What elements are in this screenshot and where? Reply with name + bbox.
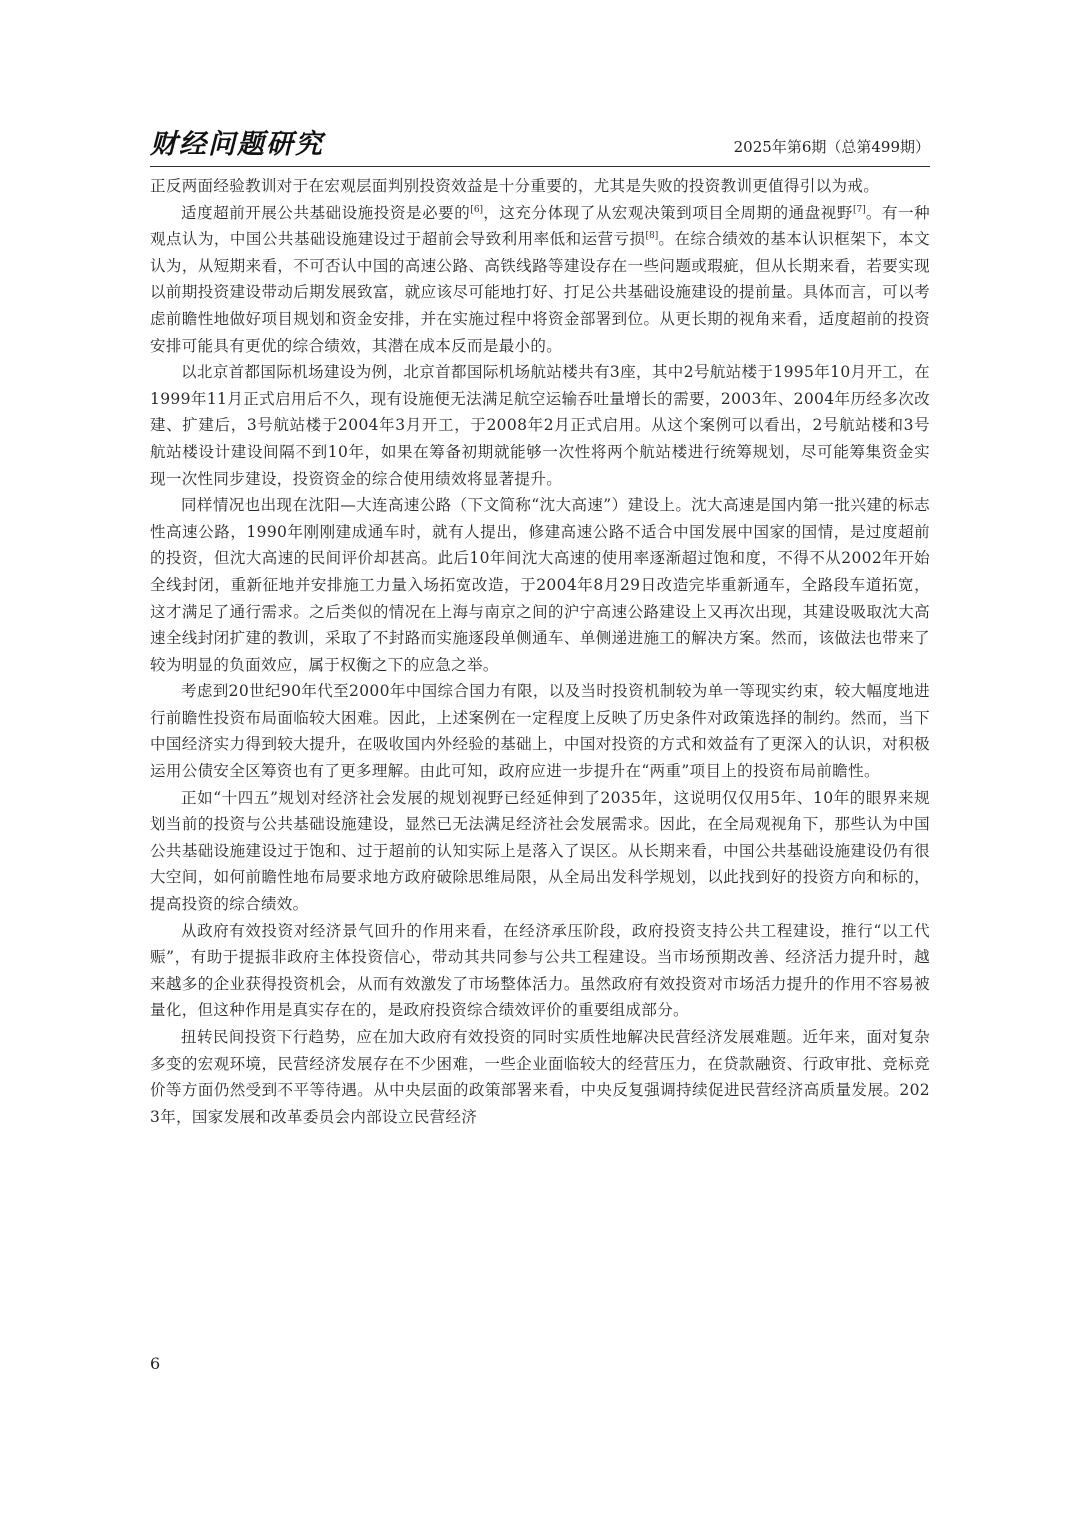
paragraph: 以北京首都国际机场建设为例，北京首都国际机场航站楼共有3座，其中2号航站楼于1995年10月开工，在1999年11月正式启用后不久，现有设施便无法满足航空运输吞吐量增长的需要，2003年、2004年历经多次改建、扩建后，3号航站楼于2004年3月开工，于2008年2月正式启用。从这个案例可以看出，2号航站楼和3号航站楼设计建设间隔不到10年，如果在筹备初期就能够一次性将两个航站楼进行统筹规划，尽可能筹集资金实现一次性同步建设，投资资金的综合使用绩效将显著提升。 bbox=[150, 363, 930, 488]
issue-info: 2025年第6期（总第499期） bbox=[733, 138, 930, 156]
text-segment: ，这充分体现了从宏观决策到项目全周期的通盘视野 bbox=[483, 203, 853, 222]
running-header bbox=[150, 128, 930, 164]
paragraph: 正如“十四五”规划对经济社会发展的规划视野已经延伸到了2035年，这说明仅仅用5年、10年的眼界来规划当前的投资与公共基础设施建设，显然已无法满足经济社会发展需求。因此，在全局观视角下，那些认为中国公共基础设施建设过于饱和、过于超前的认知实际上是落入了误区。从长期来看，中国公共基础设施建设仍有很大空间，如何前瞻性地布局要求地方政府破除思维局限，从全局出发科学规划，以此找到好的投资方向和标的，提高投资的综合绩效。 bbox=[150, 788, 930, 914]
paragraph: 考虑到20世纪90年代至2000年中国综合国力有限，以及当时投资机制较为单一等现实约束，较大幅度地进行前瞻性投资布局面临较大困难。因此，上述案例在一定程度上反映了历史条件对政策选择的制约。然而，当下中国经济实力得到较大提升，在吸收国内外经验的基础上，中国对投资的方式和效益有了更深入的认识，对积极运用公债安全区筹资也有了更多理解。由此可知，政府应进一步提升在“两重”项目上的投资布局前瞻性。 bbox=[150, 682, 930, 781]
header-rule bbox=[150, 166, 930, 167]
paragraph: 正反两面经验教训对于在宏观层面判别投资效益是十分重要的，尤其是失败的投资教训更值得引以为戒。 bbox=[150, 177, 880, 195]
citation-ref[interactable]: [8] bbox=[645, 231, 659, 242]
citation-ref[interactable]: [6] bbox=[470, 204, 484, 215]
text-segment: 。在综合绩效的基本认识框架下，本文认为，从短期来看，不可否认中国的高速公路、高铁线路等建设存在一些问题或瑕疵，但从长期来看，若要实现以前期投资建设带动后期发展致富，就应该尽可能地打好、打足公共基础设施建设的提前量。具体而言，可以考虑前瞻性地做好项目规划和资金安排，并在实施过程中将资金部署到位。从更长期的视角来看，适度超前的投资安排可能具有更优的综合绩效，其潜在成本反而是最小的。 bbox=[150, 230, 930, 355]
paragraph: 同样情况也出现在沈阳—大连高速公路（下文简称“沈大高速”）建设上。沈大高速是国内第一批兴建的标志性高速公路，1990年刚刚建成通车时，就有人提出，修建高速公路不适合中国发展中国家的国情，是过度超前的投资，但沈大高速的民间评价却甚高。此后10年间沈大高速的使用率逐渐超过饱和度，不得不从2002年开始全线封闭，重新征地并安排施工力量入场拓宽改造，于2004年8月29日改造完毕重新通车，全路段车道拓宽，这才满足了通行需求。之后类似的情况在上海与南京之间的沪宁高速公路建设上又再次出现，其建设吸取沈大高速全线封闭扩建的教训，采取了不封路而实施逐段单侧通车、单侧递进施工的解决方案。然而，该做法也带来了较为明显的负面效应，属于权衡之下的应急之举。 bbox=[150, 496, 930, 674]
paragraph: 从政府有效投资对经济景气回升的作用来看，在经济承压阶段，政府投资支持公共工程建设，推行“以工代赈”，有助于提振非政府主体投资信心，带动其共同参与公共工程建设。当市场预期改善、经济活力提升时，越来越多的企业获得投资机会，从而有效激发了市场整体活力。虽然政府有效投资对市场活力提升的作用不容易被量化，但这种作用是真实存在的，是政府投资综合绩效评价的重要组成部分。 bbox=[150, 921, 930, 1020]
journal-logo: 财经问题研究 bbox=[150, 129, 324, 160]
text-segment: 。有一种观点认为，中国公共基础设施建设过于超前会导致利用率低和运营亏损 bbox=[150, 203, 930, 249]
text-segment: 适度超前开展公共基础设施投资是必要的 bbox=[181, 203, 471, 222]
paragraph bbox=[150, 200, 930, 360]
paragraph: 扭转民间投资下行趋势，应在加大政府有效投资的同时实质性地解决民营经济发展难题。近年来，面对复杂多变的宏观环境，民营经济发展存在不少困难，一些企业面临较大的经营压力，在贷款融资、行政审批、竞标竞价等方面仍然受到不平等待遇。从中央层面的政策部署来看，中央反复强调持续促进民营经济高质量发展。2023年，国家发展和改革委员会内部设立民营经济 bbox=[150, 1028, 930, 1126]
page-number: 6 bbox=[150, 1354, 161, 1373]
article-body bbox=[150, 173, 930, 1130]
citation-ref[interactable]: [7] bbox=[852, 204, 866, 215]
